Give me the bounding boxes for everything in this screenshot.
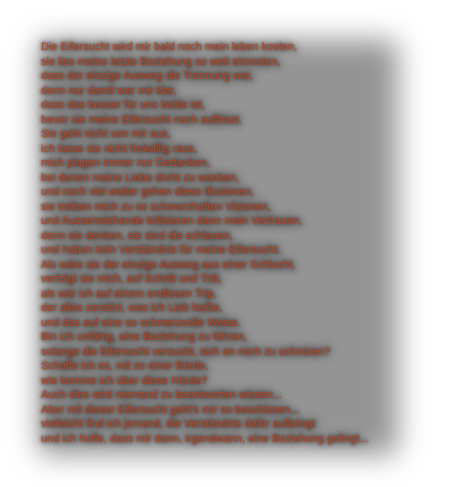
- poem-line: vielleicht find ich jemand, die Verständnis dafür aufbringt: [41, 418, 316, 430]
- poem-line: und noch viel weiter gehen diese Illusionen,: [41, 186, 254, 198]
- poem-line: wie komme ich über diese Hürde?: [41, 374, 208, 387]
- poem-line: bei denen meine Liebe droht zu wanken,: [41, 171, 240, 184]
- poem-line: und das auf eine so schmerzvolle Weise.: [41, 316, 241, 329]
- poem-line: solange die Eifersucht versucht, sich an mich zu schnüren?: [41, 345, 331, 358]
- poem-line: Schaffe ich es, mit so einer Bürde,: [41, 360, 209, 372]
- poem-line: dass das besser für uns beide ist,: [41, 99, 205, 111]
- poem-line: bevor sie meine Eifersucht noch auffrisst.: [41, 113, 242, 126]
- poem-line: und ich hoffe, dass mir dann, irgendwann, eine Beziehung gelingt...: [41, 432, 369, 445]
- poem-line: der alles zerstört, was ich Lieb heiße,: [41, 302, 223, 314]
- poem-line: dass der einzige Ausweg die Trennung war,: [41, 70, 254, 82]
- poem-line: verfolgt sie mich, auf Schritt und Tritt,: [41, 273, 222, 285]
- poem-line: Auch dies wird niemand zu beantworten wissen...: [41, 389, 282, 401]
- poem-line: Aber mit dieser Eifersucht geht's mir so beschissen...: [41, 403, 300, 416]
- poem-line: sie lies meine letzte Beziehung so weit einrosten,: [41, 55, 281, 68]
- poem-line: als wär ich auf einem endlosen Trip,: [41, 287, 217, 300]
- poem-line: ich lasse sie nicht freiwillig raus,: [41, 142, 197, 155]
- poem-line: mich plagen immer nur Gedanken,: [41, 157, 210, 169]
- poem-line: Als wäre sie der einzige Ausweg aus einer Schlucht,: [41, 258, 296, 271]
- poem-line: denn nur damit war mir klar,: [41, 84, 177, 97]
- poem-line: und haben kein Verständnis für meine Eifersucht.: [41, 244, 281, 256]
- poem-line: Bin ich unfähig, eine Beziehung zu führen,: [41, 331, 248, 343]
- poem-line: sie treiben mich zu so schmerzhaften Visionen,: [41, 200, 271, 213]
- poem-line: denn sie denken, sie sind die schlauen,: [41, 229, 234, 242]
- poem-line: Sie geht nicht von mir aus,: [41, 128, 171, 140]
- poem-text: [41, 40, 369, 446]
- poem-line: und Aussenstehende kritisieren dann mein Vertrauen,: [41, 215, 303, 227]
- poem-line: Die Eifersucht wird mir bald noch mein leben kosten,: [41, 41, 298, 53]
